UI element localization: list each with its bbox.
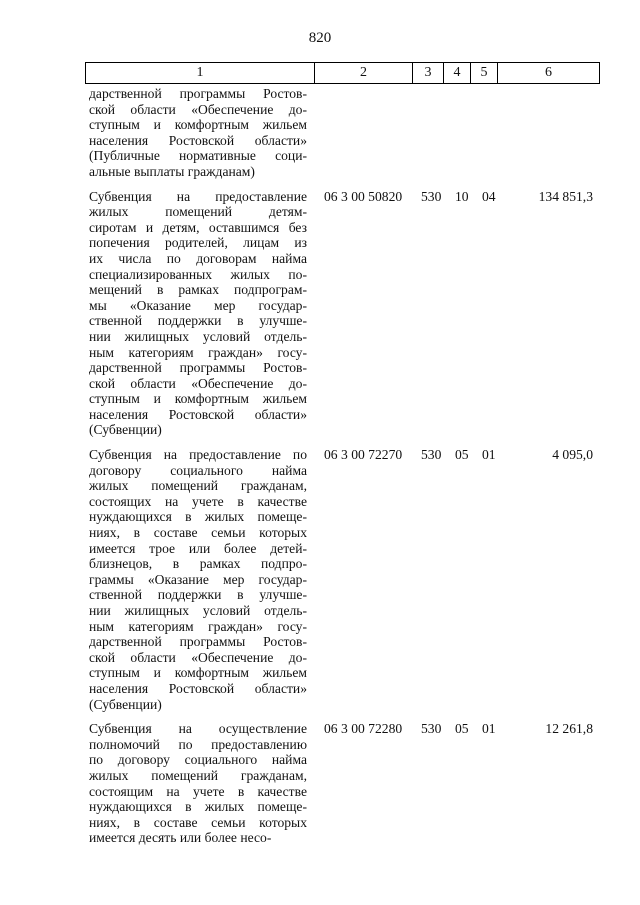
description-line: ской области «Обеспечение до- (89, 375, 307, 391)
description-line: сиротам и детям, оставшимся без (89, 219, 307, 235)
budget-code-cell: 06 3 00 50820 (324, 188, 403, 204)
description-line: населения Ростовской области» (89, 132, 307, 148)
description-line: ным категориям граждан» госу- (89, 344, 307, 360)
description-line: населения Ростовской области» (89, 406, 307, 422)
description-line: жилых помещений гражданам, (89, 767, 307, 783)
description-line: нии жилищных условий отдель- (89, 603, 307, 618)
description-line: населения Ростовской области» (89, 680, 307, 696)
table-row (89, 447, 599, 712)
description-line: ниях, в составе семьи которых (89, 525, 307, 541)
description-line: жилых помещений гражданам, (89, 478, 307, 494)
budget-code-cell: 06 3 00 72270 (324, 447, 403, 463)
header-col-1: 1 (86, 63, 315, 84)
expense-type-cell: 530 (421, 447, 442, 463)
budget-code-cell: 06 3 00 72280 (324, 721, 403, 737)
header-col-2: 2 (315, 63, 413, 84)
description-line: полномочий по предоставлению (89, 736, 307, 752)
row-description (89, 721, 307, 846)
row-description (89, 189, 307, 439)
description-line: Субвенция на предоставление по (89, 447, 307, 463)
row-description (89, 86, 307, 180)
description-line: ступным и комфортным жильем (89, 117, 307, 133)
description-line: нуждающихся в жилых помеще- (89, 509, 307, 525)
description-line: имеется десять или более несо- (89, 830, 272, 846)
expense-type-cell: 530 (421, 188, 442, 204)
description-line: (Субвенции) (89, 422, 162, 438)
table-row (89, 189, 599, 439)
description-line: дарственной программы Ростов- (89, 360, 307, 376)
description-line: ниях, в составе семьи которых (89, 814, 307, 830)
description-line: Субвенция на осуществление (89, 721, 307, 737)
description-line: их числа по договорам найма (89, 250, 307, 266)
description-line: специализированных жилых по- (89, 266, 307, 282)
description-line: нуждающихся в жилых помеще- (89, 799, 307, 815)
description-line: ступным и комфортным жильем (89, 665, 307, 681)
description-line: мы «Оказание мер государ- (89, 297, 307, 313)
description-line: ской области «Обеспечение до- (89, 649, 307, 665)
description-line: жилых помещений детям- (89, 204, 307, 220)
description-line: состоящим на учете в качестве (89, 783, 307, 799)
description-line: Субвенция на предоставление (89, 188, 307, 204)
description-line: граммы «Оказание мер государ- (89, 571, 307, 587)
amount-cell: 12 261,8 (545, 721, 593, 737)
section-cell: 05 (455, 447, 469, 463)
description-line: по договору социального найма (89, 752, 307, 768)
description-line: имеется трое или более детей- (89, 540, 307, 556)
description-line: мещений в рамках подпрограм- (89, 282, 307, 298)
description-line: ственной поддержки в улучше- (89, 587, 307, 603)
description-line: дарственной программы Ростов- (89, 634, 307, 650)
section-cell: 05 (455, 721, 469, 737)
header-col-3: 3 (413, 63, 444, 84)
expense-type-cell: 530 (421, 721, 442, 737)
description-line: альные выплаты гражданам) (89, 163, 255, 179)
table-header (85, 62, 600, 84)
table-row (89, 721, 599, 846)
section-cell: 10 (455, 188, 469, 204)
description-line: нии жилищных условий отдель- (89, 328, 307, 344)
description-line: (Субвенции) (89, 696, 162, 712)
subsection-cell: 01 (482, 447, 496, 463)
header-col-6: 6 (498, 63, 600, 84)
description-line: близнецов, в рамках подпро- (89, 556, 307, 572)
table-body (89, 86, 599, 855)
description-line: (Публичные нормативные соци- (89, 148, 307, 164)
row-description (89, 447, 307, 712)
header-col-4: 4 (444, 63, 471, 84)
description-line: попечения родителей, лицам из (89, 235, 307, 251)
description-line: ственной поддержки в улучше- (89, 313, 307, 329)
header-col-5: 5 (471, 63, 498, 84)
amount-cell: 134 851,3 (538, 188, 593, 204)
page-number: 820 (308, 30, 332, 46)
description-line: договору социального найма (89, 462, 307, 478)
description-line: ступным и комфортным жильем (89, 391, 307, 407)
description-line: состоящих на учете в качестве (89, 493, 307, 509)
subsection-cell: 04 (482, 188, 496, 204)
amount-cell: 4 095,0 (552, 447, 593, 463)
description-line: ным категориям граждан» госу- (89, 618, 307, 634)
description-line: дарственной программы Ростов- (89, 86, 307, 101)
description-line: ской области «Обеспечение до- (89, 101, 307, 117)
subsection-cell: 01 (482, 721, 496, 737)
table-row (89, 86, 599, 180)
